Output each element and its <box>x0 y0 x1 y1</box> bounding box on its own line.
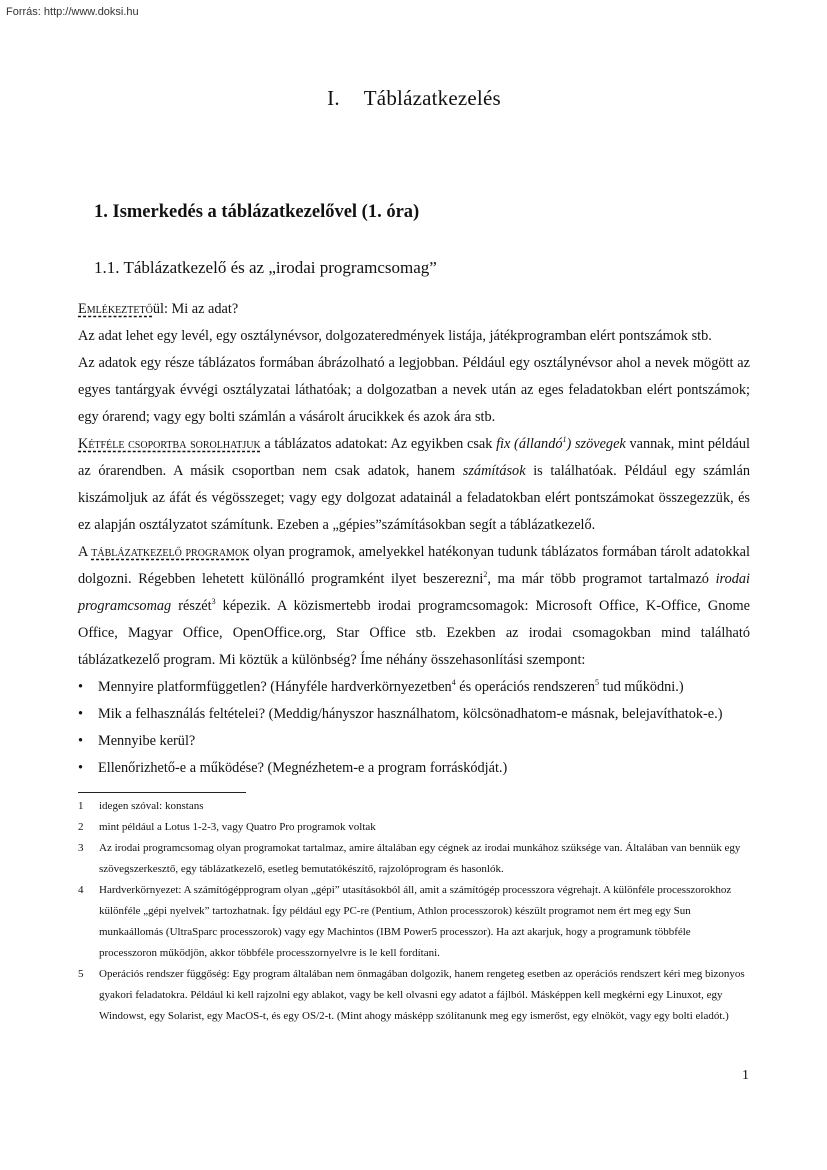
term-reminder: Emlékeztető <box>78 301 153 317</box>
comparison-list <box>78 674 750 782</box>
footnote-number: 5 <box>78 968 84 980</box>
section-heading: 1. Ismerkedés a táblázatkezelővel (1. óra) <box>94 202 420 222</box>
footnote <box>78 964 750 1027</box>
footnote-number: 2 <box>78 821 84 833</box>
text-span: tud működni.) <box>599 679 684 695</box>
footnote <box>78 838 750 880</box>
paragraph-reminder-rest: ül: Mi az adat? <box>152 301 239 317</box>
text-span: is találhatóak. Például egy számlán kiszámoljuk az áfát és végösszeget; vagy egy dolgozat adatainál a feladatokban elért pontszámokat összegezzük, és ez alapján osztályzatot számítunk. Ezeben a „gépies”számításokban segít a táblázatkezelő. <box>78 463 750 533</box>
chapter-title-text: Táblázatkezelés <box>363 86 501 110</box>
paragraph-two-groups <box>78 431 750 539</box>
footnote-divider <box>78 792 246 793</box>
text-span: vannak, mint például az órarendben. A másik csoportban nem csak adatok, hanem <box>78 436 750 479</box>
footnote-text: Operációs rendszer függőség: Egy program általában nem önmagában dolgozik, hanem rengeteg esetben az operációs rendszert kéri meg bizonyos gyakori feladatokra. Például ki kell rajzolni egy ablakot, vagy be kell olvasni egy adatot a fájlból. Másképpen kell megkérni egy Linuxot, egy Windowst, egy Solarist, egy MacOS-t, és egy OS/2-t. (Mint ahogy másképp szólítanunk meg egy ismerőst, egy elnököt, vagy egy bolti eladót.) <box>99 968 745 1022</box>
footnote-number: 4 <box>78 884 84 896</box>
footnote-text: mint például a Lotus 1-2-3, vagy Quatro Pro programok voltak <box>99 821 376 833</box>
paragraph-tabular-data: Az adatok egy része táblázatos formában ábrázolható a legjobban. Például egy osztálynévsor ahol a nevek mögött az egyes tantárgyak évvégi osztályzatai láthatóak; a dolgozatban a nevek után az eges feladatokban elért pontszámok; egy órarend; vagy egy bolti számlán a vásárolt árucikkek és azok ára stb. <box>78 355 750 425</box>
list-item: • Ellenőrizhető-e a működése? (Megnézhetem-e a program forráskódját.) <box>78 755 750 782</box>
term-two-groups: Kétféle csoportba sorolhatjuk <box>78 436 261 452</box>
text-span: olyan programok, amelyekkel hatékonyan tudunk táblázatos formában tárolt adatokkal dolgozni. Régebben lehetett különálló programként ilyet beszerezni <box>78 544 750 587</box>
footnote <box>78 817 750 838</box>
term-office-suite: irodai programcsomag <box>78 571 750 614</box>
source-label: Forrás: http://www.doksi.hu <box>6 6 139 18</box>
footnote-ref-1: 1 <box>562 435 567 445</box>
page-number: 1 <box>742 1068 749 1083</box>
footnote-ref-4: 4 <box>451 678 456 688</box>
chapter-title <box>78 86 750 111</box>
footnote-number: 1 <box>78 800 84 812</box>
text-span: Mennyire platformfüggetlen? (Hányféle hardverkörnyezetben <box>98 679 452 695</box>
paragraph-reminder <box>78 296 750 323</box>
paragraph-data-definition: Az adat lehet egy levél, egy osztálynévsor, dolgozateredmények listája, játékprogramban elért pontszámok stb. <box>78 328 712 344</box>
footnote <box>78 880 750 964</box>
footnote-number: 3 <box>78 842 84 854</box>
text-span: és operációs rendszeren <box>455 679 596 695</box>
term-fixed-text-end: ) szövegek <box>566 436 626 452</box>
text-span: részét <box>171 598 212 614</box>
footnote-ref-3: 3 <box>211 597 216 607</box>
footnote-text: Az irodai programcsomag olyan programokat tartalmaz, amire általában egy cégnek az irodai munkához szüksége van. Általában van bennük egy szövegszerkesztő, egy táblázatkezelő, esetleg bemutatókészítő, rajzolóprogram és hasonlók. <box>99 842 741 875</box>
footnote-ref-5: 5 <box>595 678 600 688</box>
text-span: A <box>78 544 92 560</box>
text-span: a táblázatos adatokat: Az egyikben csak <box>260 436 497 452</box>
term-calculations: számítások <box>462 463 526 479</box>
list-item <box>78 674 750 701</box>
list-item: • Mennyibe kerül? <box>78 728 750 755</box>
term-spreadsheet-programs: táblázatkezelő programok <box>91 544 250 560</box>
term-fixed-text: fix (állandó <box>496 436 563 452</box>
footnote <box>78 796 750 817</box>
body-text <box>78 296 750 782</box>
footnote-ref-2: 2 <box>483 570 488 580</box>
list-item: • Mik a felhasználás feltételei? (Meddig/hányszor használhatom, kölcsönadhatom-e másnak, belejavíthatok-e.) <box>78 701 750 728</box>
footnotes <box>78 796 750 1027</box>
footnote-text: Hardverkörnyezet: A számítógépprogram olyan „gépi” utasításokból áll, amit a számítógép processzora végrehajt. A különféle processzorokhoz különféle „gépi nyelvek” tartozhatnak. Így például egy PC-re (Pentium, Athlon processzorok) készült programot nem ért meg egy Sun munkaállomás (UltraSparc processzorok) vagy egy Machintos (IBM Power5 processzor). Ha azt akarjuk, hogy a programunk többféle processzoron működjön, akkor többféle processzornyelvre is le kell fordítani. <box>99 884 732 959</box>
text-span: képezik. A közismertebb irodai programcsomagok: Microsoft Office, K-Office, Gnome Office, Magyar Office, OpenOffice.org, Star Office stb. Ezekben az irodai csomagokban mind található táblázatkezelő program. Mi köztük a különbség? Íme néhány összehasonlítási szempont: <box>78 598 750 668</box>
text-span: , ma már több programot tartalmazó <box>487 571 716 587</box>
chapter-number: I. <box>327 86 340 110</box>
paragraph-spreadsheet-programs <box>78 539 750 674</box>
footnote-text: idegen szóval: konstans <box>99 800 204 812</box>
subsection-heading: 1.1. Táblázatkezelő és az „irodai programcsomag” <box>94 258 437 277</box>
